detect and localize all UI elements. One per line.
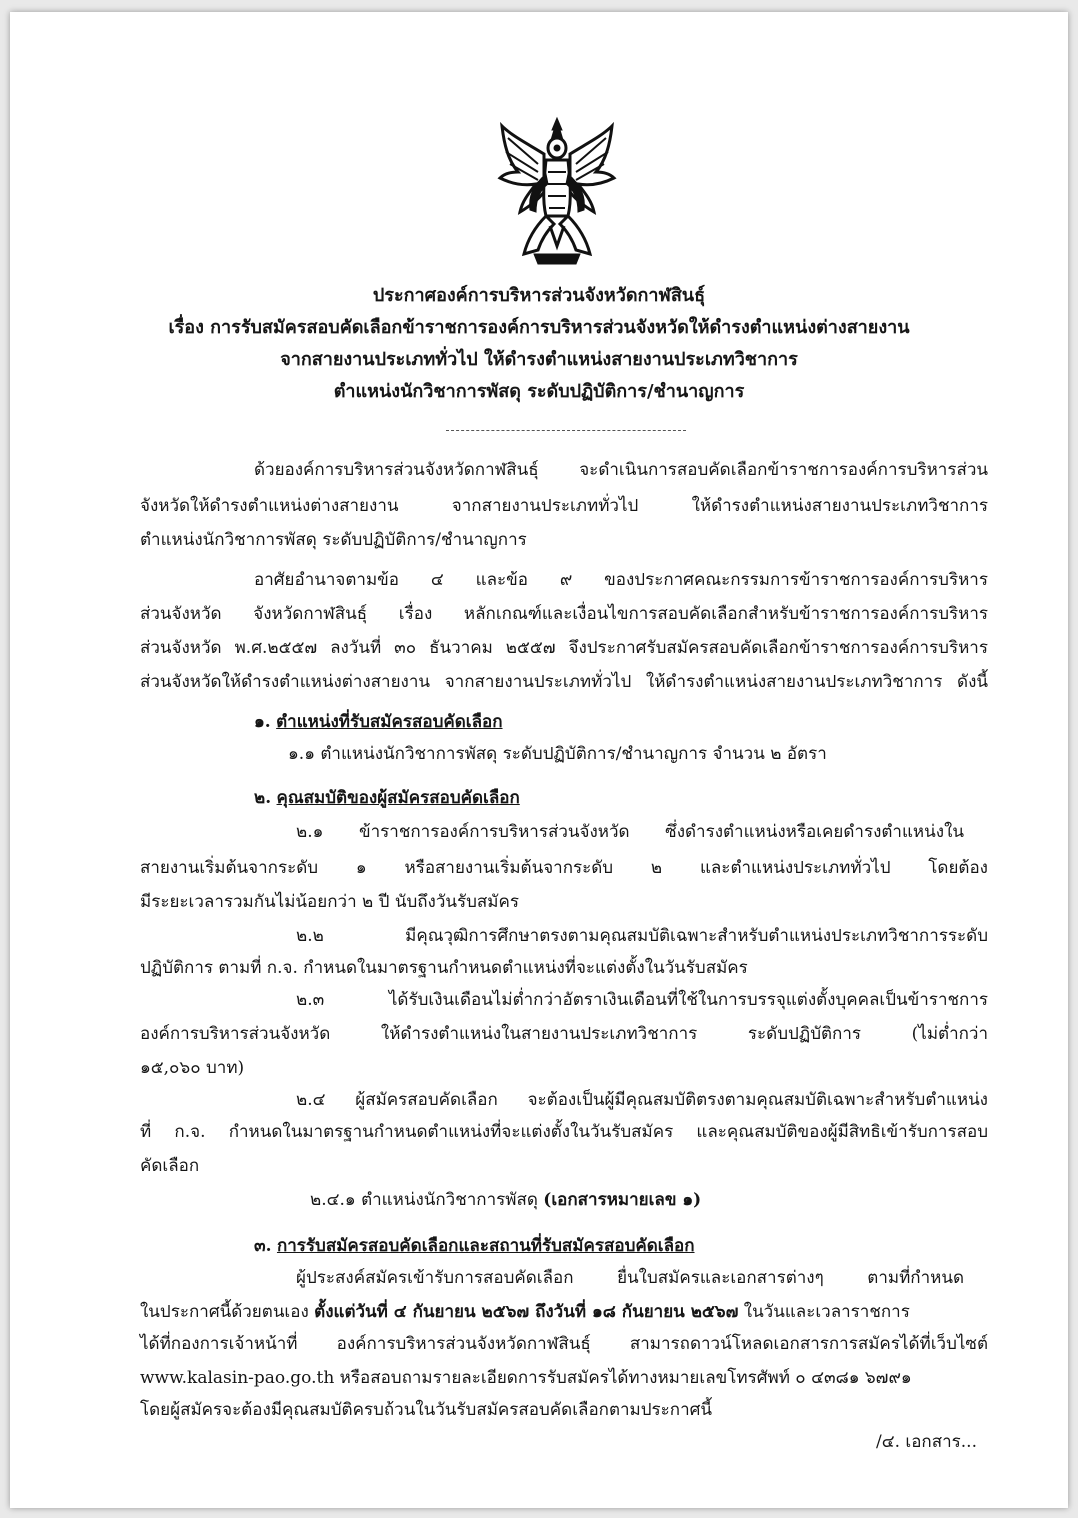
attachment-reference: (เอกสารหมายเลข ๑) <box>543 1190 702 1210</box>
section-3-number: ๓. <box>254 1236 272 1256</box>
intro-line-1: ด้วยองค์การบริหารส่วนจังหวัดกาฬสินธุ์ จะดำเนินการสอบคัดเลือกข้าราชการองค์การบริหารส่วน <box>254 460 988 480</box>
item-1-1: ๑.๑ ตำแหน่งนักวิชาการพัสดุ ระดับปฏิบัติการ/ชำนาญการ จำนวน ๒ อัตรา <box>288 744 827 764</box>
item-2-3-line-1: ๒.๓ ได้รับเงินเดือนไม่ต่ำกว่าอัตราเงินเดือนที่ใช้ในการบรรจุแต่งตั้งบุคคลเป็นข้าราชการ <box>296 990 988 1010</box>
item-2-3-line-2: องค์การบริหารส่วนจังหวัด ให้ดำรงตำแหน่งในสายงานประเภทวิชาการ ระดับปฏิบัติการ (ไม่ต่ำกว่า <box>140 1024 988 1044</box>
authority-line-2: ส่วนจังหวัด จังหวัดกาฬสินธุ์ เรื่อง หลักเกณฑ์และเงื่อนไขการสอบคัดเลือกสำหรับข้าราชการองค์การบริหาร <box>140 604 988 624</box>
section-1-number: ๑. <box>254 712 271 732</box>
title-divider <box>446 430 686 431</box>
section-3-title: การรับสมัครสอบคัดเลือกและสถานที่รับสมัครสอบคัดเลือก <box>276 1236 695 1256</box>
continuation-marker: /๔. เอกสาร... <box>876 1432 977 1452</box>
subject-line-2: จากสายงานประเภททั่วไป ให้ดำรงตำแหน่งสายงานประเภทวิชาการ <box>280 349 798 370</box>
application-dates: ตั้งแต่วันที่ ๔ กันยายน ๒๕๖๗ ถึงวันที่ ๑๘ กันยายน ๒๕๖๗ <box>314 1302 739 1322</box>
section-3-line-3: ได้ที่กองการเจ้าหน้าที่ องค์การบริหารส่วนจังหวัดกาฬสินธุ์ สามารถดาวน์โหลดเอกสารการสมัครได้ที่เว็บไซต์ <box>140 1334 988 1354</box>
item-2-4-1 <box>310 1188 701 1212</box>
intro-line-2: จังหวัดให้ดำรงตำแหน่งต่างสายงาน จากสายงานประเภททั่วไป ให้ดำรงตำแหน่งสายงานประเภทวิชาการ <box>140 496 988 516</box>
item-2-1-line-3: มีระยะเวลารวมกันไม่น้อยกว่า ๒ ปี นับถึงวันรับสมัคร <box>140 892 519 912</box>
section-3-line-2-c: ในวันและเวลาราชการ <box>738 1302 910 1322</box>
authority-line-1: อาศัยอำนาจตามข้อ ๔ และข้อ ๙ ของประกาศคณะกรรมการข้าราชการองค์การบริหาร <box>254 570 988 590</box>
document-page <box>10 12 1068 1508</box>
item-2-2-line-1: ๒.๒ มีคุณวุฒิการศึกษาตรงตามคุณสมบัติเฉพาะสำหรับตำแหน่งประเภทวิชาการระดับ <box>296 926 988 946</box>
item-2-1-line-2: สายงานเริ่มต้นจากระดับ ๑ หรือสายงานเริ่มต้นจากระดับ ๒ และตำแหน่งประเภททั่วไป โดยต้อง <box>140 858 988 878</box>
item-2-2-line-2: ปฏิบัติการ ตามที่ ก.จ. กำหนดในมาตรฐานกำหนดตำแหน่งที่จะแต่งตั้งในวันรับสมัคร <box>140 958 748 978</box>
section-1-title: ตำแหน่งที่รับสมัครสอบคัดเลือก <box>276 712 503 732</box>
garuda-emblem <box>494 114 620 268</box>
section-3-line-1: ผู้ประสงค์สมัครเข้ารับการสอบคัดเลือก ยื่นใบสมัครและเอกสารต่างๆ ตามที่กำหนด <box>296 1268 964 1288</box>
section-3-line-2 <box>140 1300 910 1324</box>
announcement-title: ประกาศองค์การบริหารส่วนจังหวัดกาฬสินธุ์ <box>372 285 706 306</box>
section-2-heading <box>254 786 520 810</box>
section-1-heading <box>254 710 503 734</box>
item-2-4-line-1: ๒.๔ ผู้สมัครสอบคัดเลือก จะต้องเป็นผู้มีคุณสมบัติตรงตามคุณสมบัติเฉพาะสำหรับตำแหน่ง <box>296 1090 988 1110</box>
section-3-line-5: โดยผู้สมัครจะต้องมีคุณสมบัติครบถ้วนในวันรับสมัครสอบคัดเลือกตามประกาศนี้ <box>140 1400 713 1420</box>
authority-line-3: ส่วนจังหวัด พ.ศ.๒๕๕๗ ลงวันที่ ๓๐ ธันวาคม ๒๕๕๗ จึงประกาศรับสมัครสอบคัดเลือกข้าราชการองค์การบริหาร <box>140 638 988 658</box>
authority-line-4: ส่วนจังหวัดให้ดำรงตำแหน่งต่างสายงาน จากสายงานประเภททั่วไป ให้ดำรงตำแหน่งสายงานประเภทวิชาการ ดังนี้ <box>140 672 988 692</box>
item-2-4-1-text: ๒.๔.๑ ตำแหน่งนักวิชาการพัสดุ <box>310 1190 544 1210</box>
section-3-heading <box>254 1234 695 1258</box>
item-2-1-line-1: ๒.๑ ข้าราชการองค์การบริหารส่วนจังหวัด ซึ่งดำรงตำแหน่งหรือเคยดำรงตำแหน่งใน <box>296 822 964 842</box>
section-3-line-4: www.kalasin-pao.go.th หรือสอบถามรายละเอียดการรับสมัครได้ทางหมายเลขโทรศัพท์ ๐ ๔๓๘๑ ๖๗๙๑ <box>140 1368 912 1388</box>
section-2-title: คุณสมบัติของผู้สมัครสอบคัดเลือก <box>276 788 520 808</box>
intro-line-3: ตำแหน่งนักวิชาการพัสดุ ระดับปฏิบัติการ/ชำนาญการ <box>140 530 527 550</box>
item-2-4-line-2: ที่ ก.จ. กำหนดในมาตรฐานกำหนดตำแหน่งที่จะแต่งตั้งในวันรับสมัคร และคุณสมบัติของผู้มีสิทธิเข้ารับการสอบ <box>140 1122 988 1142</box>
subject-line-3: ตำแหน่งนักวิชาการพัสดุ ระดับปฏิบัติการ/ชำนาญการ <box>333 381 745 402</box>
item-2-3-line-3: ๑๕,๐๖๐ บาท) <box>140 1058 245 1078</box>
subject-line-1: เรื่อง การรับสมัครสอบคัดเลือกข้าราชการองค์การบริหารส่วนจังหวัดให้ดำรงตำแหน่งต่างสายงาน <box>168 317 910 338</box>
item-2-4-line-3: คัดเลือก <box>140 1156 200 1176</box>
section-2-number: ๒. <box>254 788 272 808</box>
section-3-line-2-a: ในประกาศนี้ด้วยตนเอง <box>140 1302 315 1322</box>
